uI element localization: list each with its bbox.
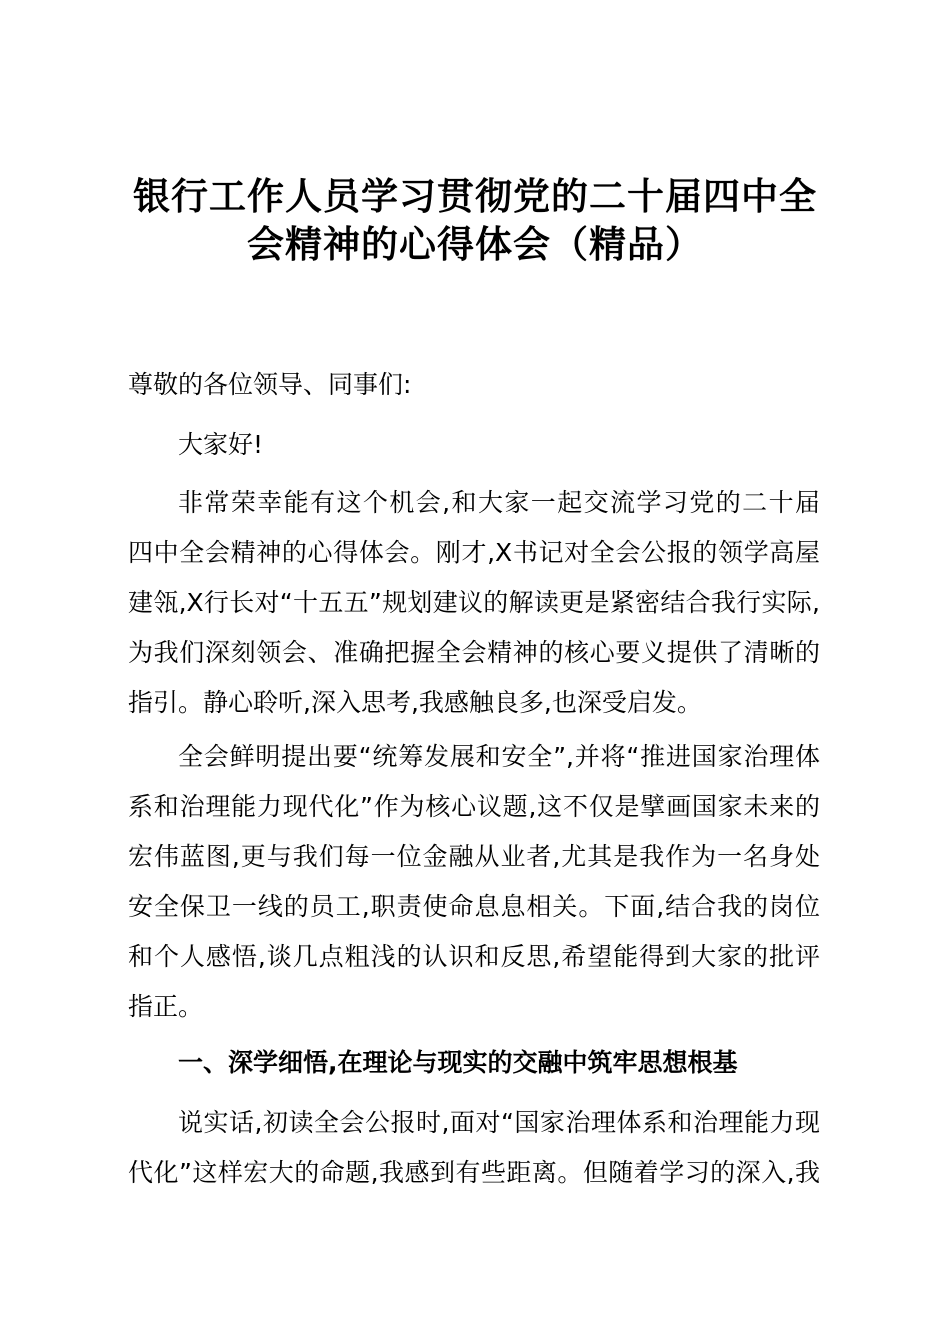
paragraph-1-line: 指引。静心聆听,深入思考,我感触良多,也深受启发。 [128, 688, 702, 717]
paragraph-1-line: 为我们深刻领会、准确把握全会精神的核心要义提供了清晰的 [128, 638, 820, 667]
hello: 大家好! [178, 430, 264, 459]
document-title-line-2: 会精神的心得体会（精品） [247, 223, 703, 266]
paragraph-2-line: 系和治理能力现代化”作为核心议题,这不仅是擘画国家未来的 [128, 792, 820, 821]
paragraph-1-line: 建瓴,X行长对“十五五”规划建议的解读更是紧密结合我行实际, [128, 588, 820, 617]
paragraph-3-line: 代化”这样宏大的命题,我感到有些距离。但随着学习的深入,我 [128, 1158, 820, 1187]
paragraph-2-line: 指正。 [128, 992, 204, 1021]
paragraph-2-line: 安全保卫一线的员工,职责使命息息相关。下面,结合我的岗位 [128, 892, 820, 921]
section-heading-1: 一、深学细悟,在理论与现实的交融中筑牢思想根基 [178, 1048, 738, 1077]
greeting: 尊敬的各位领导、同事们: [128, 370, 412, 399]
paragraph-3-line: 说实话,初读全会公报时,面对“国家治理体系和治理能力现 [178, 1108, 820, 1137]
paragraph-2-line: 宏伟蓝图,更与我们每一位金融从业者,尤其是我作为一名身处 [128, 842, 820, 871]
paragraph-1-line: 四中全会精神的心得体会。刚才,X书记对全会公报的领学高屋 [128, 538, 820, 567]
paragraph-2-line: 全会鲜明提出要“统筹发展和安全”,并将“推进国家治理体 [178, 742, 820, 771]
document-title-line-1: 银行工作人员学习贯彻党的二十届四中全 [133, 175, 817, 218]
paragraph-2-line: 和个人感悟,谈几点粗浅的认识和反思,希望能得到大家的批评 [128, 942, 820, 971]
paragraph-1-line: 非常荣幸能有这个机会,和大家一起交流学习党的二十届 [178, 488, 820, 517]
